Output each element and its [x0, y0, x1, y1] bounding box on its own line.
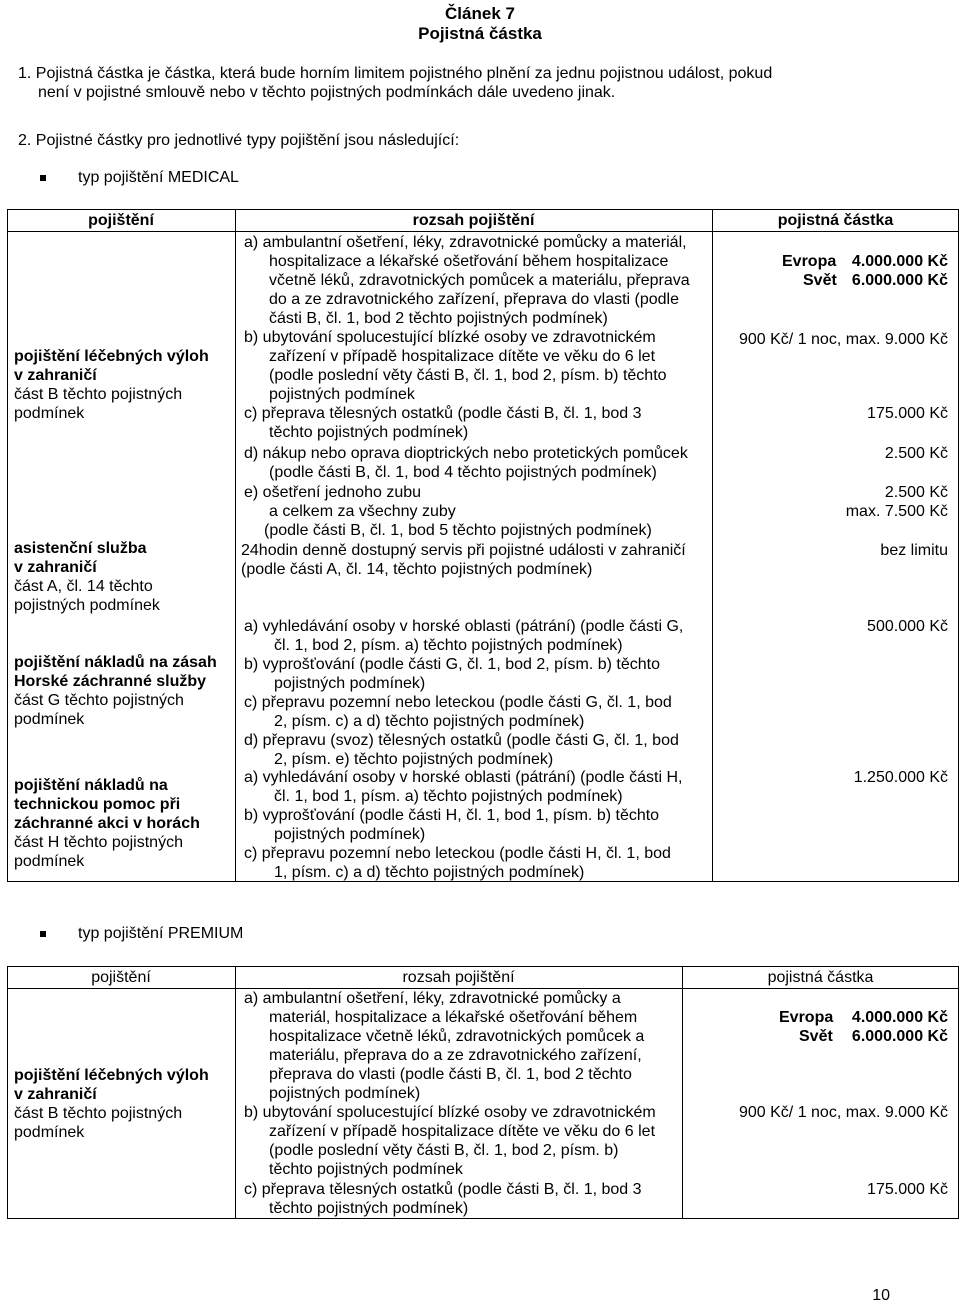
paragraph-text: Pojistné částky pro jednotlivé typy pojištění jsou následující: — [35, 132, 460, 149]
scope-line: přeprava do vlasti (podle části B, čl. 1, bod 2 těchto — [269, 1066, 632, 1083]
amount-value: 500.000 Kč — [867, 618, 948, 635]
insurance-ref: podmínek — [14, 1124, 85, 1141]
amount-value: 1.250.000 Kč — [853, 769, 948, 786]
scope-line: b) ubytování spolucestující blízké osoby ve zdravotnickém — [244, 1104, 656, 1121]
insurance-name: pojištění léčebných výloh — [14, 348, 209, 365]
insurance-name: v zahraničí — [14, 559, 97, 576]
amount-europe-label: Evropa — [782, 253, 837, 270]
header-insurance: pojištění — [88, 212, 154, 229]
amount-value: 175.000 Kč — [867, 1181, 948, 1198]
scope-line: d) nákup nebo oprava dioptrických nebo protetických pomůcek — [244, 445, 688, 462]
header-insurance: pojištění — [91, 969, 151, 986]
column-divider — [682, 966, 683, 1219]
insurance-name: v zahraničí — [14, 367, 97, 384]
amount-value: bez limitu — [880, 542, 948, 559]
header-scope: rozsah pojištění — [412, 212, 535, 229]
scope-line: materiál, hospitalizace a lékařské ošetřování během — [269, 1009, 638, 1026]
column-divider — [235, 966, 236, 1219]
scope-line: d) přepravu (svoz) tělesných ostatků (podle části G, čl. 1, bod — [244, 732, 679, 749]
bullet-square-icon — [40, 931, 46, 937]
scope-line: části B, čl. 1, bod 2 těchto pojistných podmínek) — [269, 310, 608, 327]
insurance-name: Horské záchranné služby — [14, 673, 207, 690]
scope-line: zařízení v případě hospitalizace dítěte ve věku do 6 let — [269, 348, 656, 365]
scope-line: pojistných podmínek) — [274, 675, 426, 692]
scope-line: (podle části B, čl. 1, bod 5 těchto pojistných podmínek) — [264, 522, 652, 539]
insurance-ref: část G těchto pojistných — [14, 692, 184, 709]
insurance-name: záchranné akci v horách — [14, 815, 200, 832]
insurance-name: technickou pomoc při — [14, 796, 181, 813]
scope-line: c) přepravu pozemní nebo leteckou (podle části H, čl. 1, bod — [244, 845, 671, 862]
scope-line: hospitalizace včetně léků, zdravotnických pomůcek a — [269, 1028, 645, 1045]
scope-line: pojistných podmínek) — [274, 826, 426, 843]
scope-line: (podle poslední věty části B, čl. 1, bod 2, písm. b) — [269, 1142, 619, 1159]
amount-value: 900 Kč/ 1 noc, max. 9.000 Kč — [738, 1104, 948, 1121]
header-scope: rozsah pojištění — [402, 969, 515, 986]
scope-line: pojistných podmínek) — [269, 1085, 421, 1102]
scope-line: b) vyprošťování (podle části H, čl. 1, bod 1, písm. b) těchto — [244, 807, 660, 824]
scope-line: 2, písm. e) těchto pojistných podmínek) — [274, 751, 554, 768]
insurance-ref: část A, čl. 14 těchto — [14, 578, 153, 595]
paragraph-number: 2. — [18, 132, 32, 149]
insurance-name: pojištění léčebných výloh — [14, 1067, 209, 1084]
paragraph-text: Pojistná částka je částka, která bude horním limitem pojistného plnění za jednu pojistnou událost, pokud — [35, 65, 773, 82]
insurance-ref: podmínek — [14, 853, 85, 870]
scope-line: b) vyprošťování (podle části G, čl. 1, bod 2, písm. b) těchto — [244, 656, 660, 673]
scope-line: c) přeprava tělesných ostatků (podle části B, čl. 1, bod 3 — [244, 405, 642, 422]
scope-line: a celkem za všechny zuby — [269, 503, 456, 520]
column-divider — [712, 209, 713, 882]
page-number: 10 — [872, 1287, 890, 1304]
scope-line: 2, písm. c) a d) těchto pojistných podmínek) — [274, 713, 585, 730]
amount-world-label: Svět — [803, 272, 837, 289]
amount-value: 175.000 Kč — [867, 405, 948, 422]
amount-europe-value: 4.000.000 Kč — [851, 1009, 948, 1026]
scope-line: c) přepravu pozemní nebo leteckou (podle části G, čl. 1, bod — [244, 694, 672, 711]
amount-europe-value: 4.000.000 Kč — [851, 253, 948, 270]
scope-line: b) ubytování spolucestující blízké osoby ve zdravotnickém — [244, 329, 656, 346]
amount-world-label: Svět — [799, 1028, 833, 1045]
scope-line: a) ambulantní ošetření, léky, zdravotnické pomůcky a — [244, 990, 621, 1007]
insurance-name: asistenční služba — [14, 540, 147, 557]
header-amount: pojistná částka — [767, 969, 874, 986]
insurance-ref: pojistných podmínek — [14, 597, 160, 614]
amount-world-value: 6.000.000 Kč — [851, 272, 948, 289]
scope-line: čl. 1, bod 1, písm. a) těchto pojistných podmínek) — [274, 788, 623, 805]
column-divider — [235, 209, 236, 882]
insurance-ref: podmínek — [14, 405, 85, 422]
article-number: Článek 7 — [445, 4, 515, 23]
scope-line: těchto pojistných podmínek) — [269, 424, 469, 441]
scope-line: materiálu, přeprava do a ze zdravotnického zařízení, — [269, 1047, 642, 1064]
insurance-ref: část B těchto pojistných — [14, 386, 183, 403]
header-divider — [7, 231, 959, 232]
scope-line: (podle části B, čl. 1, bod 4 těchto pojistných podmínek) — [269, 464, 657, 481]
amount-value: 2.500 Kč — [884, 484, 948, 501]
article-title: Pojistná částka — [418, 24, 542, 43]
paragraph-text: není v pojistné smlouvě nebo v těchto pojistných podmínkách dále uvedeno jinak. — [38, 84, 616, 101]
insurance-ref: část H těchto pojistných — [14, 834, 183, 851]
paragraph-1 — [18, 64, 948, 102]
scope-line: a) vyhledávání osoby v horské oblasti (pátrání) (podle části H, — [244, 769, 683, 786]
header-amount: pojistná částka — [777, 212, 894, 229]
amount-value: max. 7.500 Kč — [845, 503, 948, 520]
bullet-label: typ pojištění MEDICAL — [78, 169, 239, 186]
scope-line: e) ošetření jednoho zubu — [244, 484, 422, 501]
scope-line: těchto pojistných podmínek — [269, 1161, 463, 1178]
scope-line: (podle poslední věty části B, čl. 1, bod 2, písm. b) těchto — [269, 367, 667, 384]
scope-line: c) přeprava tělesných ostatků (podle části B, čl. 1, bod 3 — [244, 1181, 642, 1198]
amount-value: 900 Kč/ 1 noc, max. 9.000 Kč — [738, 331, 948, 348]
bullet-square-icon — [40, 175, 46, 181]
insurance-name: pojištění nákladů na — [14, 777, 168, 794]
scope-line: 24hodin denně dostupný servis při pojistné události v zahraničí — [241, 542, 686, 559]
insurance-ref: část B těchto pojistných — [14, 1105, 183, 1122]
insurance-ref: podmínek — [14, 711, 85, 728]
scope-line: 1, písm. c) a d) těchto pojistných podmínek) — [274, 864, 585, 881]
bullet-label: typ pojištění PREMIUM — [78, 925, 244, 942]
amount-world-value: 6.000.000 Kč — [851, 1028, 948, 1045]
insurance-name: v zahraničí — [14, 1086, 97, 1103]
paragraph-number: 1. — [18, 65, 32, 82]
scope-line: do a ze zdravotnického zařízení, přeprava do vlasti (podle — [269, 291, 680, 308]
scope-line: těchto pojistných podmínek) — [269, 1200, 469, 1217]
amount-europe-label: Evropa — [779, 1009, 834, 1026]
scope-line: včetně léků, zdravotnických pomůcek a materiálu, přeprava — [269, 272, 690, 289]
scope-line: a) ambulantní ošetření, léky, zdravotnické pomůcky a materiál, — [244, 234, 687, 251]
paragraph-2 — [18, 131, 948, 150]
insurance-name: pojištění nákladů na zásah — [14, 654, 217, 671]
scope-line: pojistných podmínek — [269, 386, 415, 403]
scope-line: (podle části A, čl. 14, těchto pojistných podmínek) — [241, 561, 593, 578]
scope-line: zařízení v případě hospitalizace dítěte ve věku do 6 let — [269, 1123, 656, 1140]
scope-line: hospitalizace a lékařské ošetřování během hospitalizace — [269, 253, 669, 270]
amount-value: 2.500 Kč — [884, 445, 948, 462]
scope-line: čl. 1, bod 2, písm. a) těchto pojistných podmínek) — [274, 637, 623, 654]
scope-line: a) vyhledávání osoby v horské oblasti (pátrání) (podle části G, — [244, 618, 684, 635]
